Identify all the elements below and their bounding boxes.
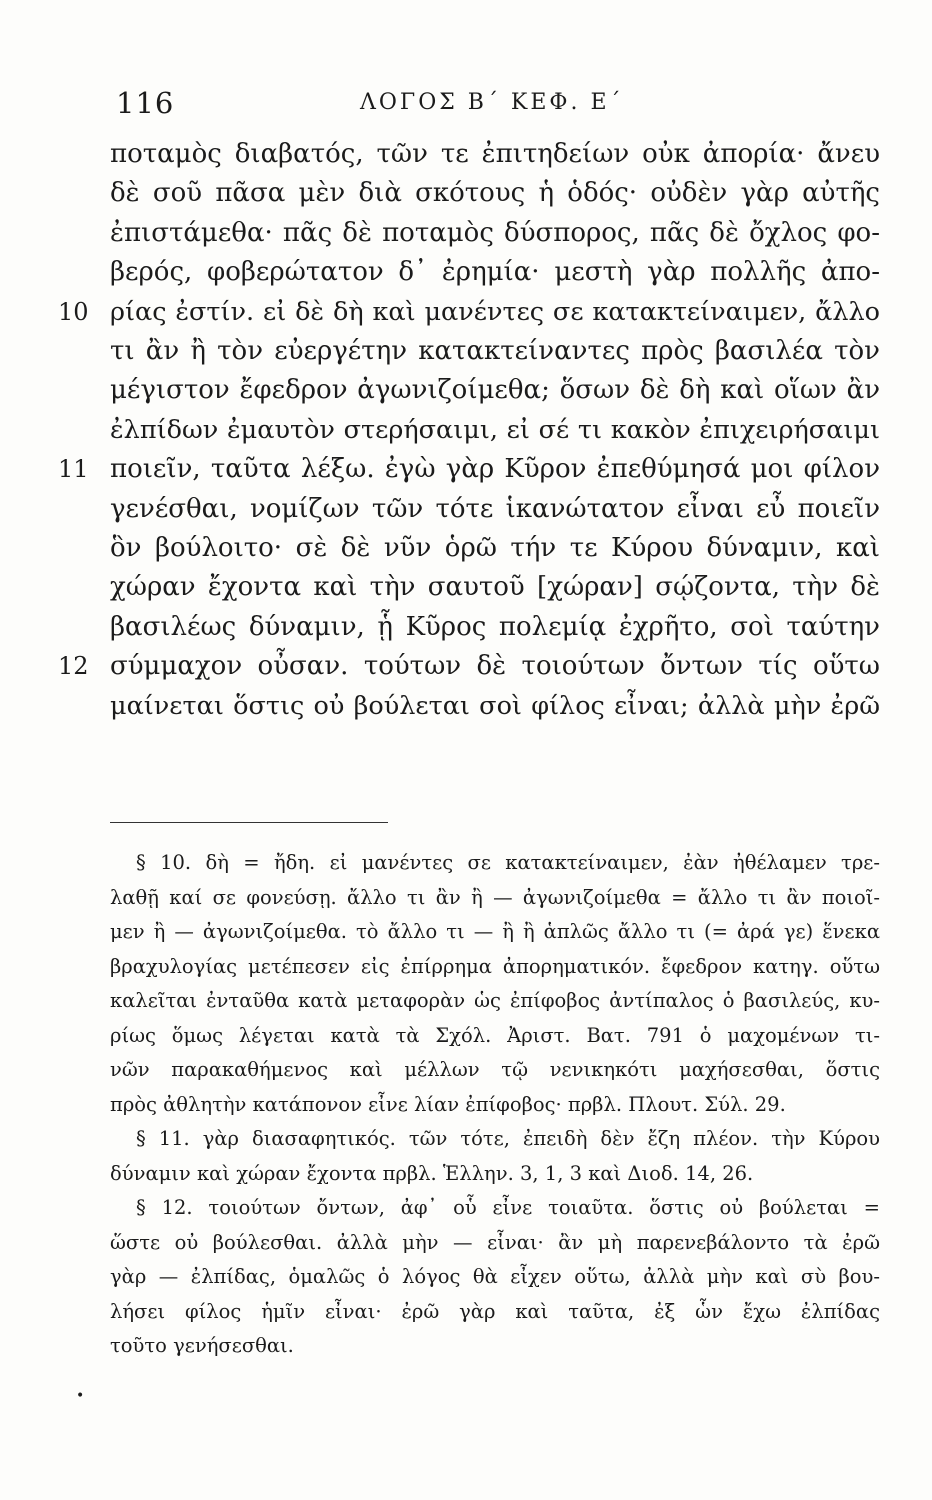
text-line: τι ἂν ἢ τὸν εὐεργέτην κατακτείναντες πρὸς βασιλέα τὸν [110, 336, 880, 366]
text-line: βερός, φοβερώτατον δ᾽ ἐρημία· μεστὴ γὰρ πολλῆς ἀπο- [110, 257, 880, 288]
text-line: γενέσθαι, νομίζων τῶν τότε ἱκανώτατον εἶναι εὖ ποιεῖν [110, 493, 880, 524]
running-title: ΛΟΓΟΣ Β΄ ΚΕΦ. Ε΄ [360, 90, 624, 115]
page-number: 116 [116, 86, 175, 120]
note-line: τοῦτο γενήσεσθαι. [110, 1334, 294, 1357]
text-line: δὲ σοῦ πᾶσα μὲν διὰ σκότους ἡ ὁδός· οὐδὲν γὰρ αὐτῆς [110, 178, 880, 209]
text-line: σύμμαχον οὖσαν. τούτων δὲ τοιούτων ὄντων τίς οὕτω [110, 651, 880, 682]
note-line: ὥστε οὐ βούλεσθαι. ἀλλὰ μὴν — εἶναι· ἂν μὴ παρενεβάλοντο τὰ ἐρῶ [110, 1230, 880, 1254]
note-line: βραχυλογίας μετέπεσεν εἰς ἐπίρρημα ἀπορηματικόν. ἔφεδρον κατηγ. οὕτω [110, 954, 880, 978]
text-line: ἐπιστάμεθα· πᾶς δὲ ποταμὸς δύσπορος, πᾶς δὲ ὄχλος φο- [110, 217, 880, 248]
note-line: § 12. τοιούτων ὄντων, ἀφ᾽ οὗ εἶνε τοιαῦτα. ὅστις οὐ βούλεται = [136, 1196, 880, 1219]
text-line: ὃν βούλοιτο· σὲ δὲ νῦν ὁρῶ τήν τε Κύρου δύναμιν, καὶ [110, 533, 880, 563]
note-line: § 10. δὴ = ἤδη. εἰ μανέντες σε κατακτείναιμεν, ἐὰν ἠθέλαμεν τρε- [136, 851, 880, 874]
text-line: ποταμὸς διαβατός, τῶν τε ἐπιτηδείων οὐκ ἀπορία· ἄνευ [110, 139, 880, 169]
section-number: 10 [58, 297, 89, 326]
note-line: δύναμιν καὶ χώραν ἔχοντα πρβλ. Ἑλλην. 3, 1, 3 καὶ Διοδ. 14, 26. [110, 1161, 754, 1185]
text-line: βασιλέως δύναμιν, ᾗ Κῦρος πολεμίᾳ ἐχρῆτο, σοὶ ταύτην [110, 611, 880, 642]
note-line: λήσει φίλος ἡμῖν εἶναι· ἐρῶ γὰρ καὶ ταῦτα, ἐξ ὧν ἔχω ἐλπίδας [110, 1299, 880, 1323]
text-line: ποιεῖν, ταῦτα λέξω. ἐγὼ γὰρ Κῦρον ἐπεθύμησά μοι φίλον [110, 454, 880, 485]
note-line: μεν ἢ — ἀγωνιζοίμεθα. τὸ ἄλλο τι — ἢ ἢ ἁπλῶς ἄλλο τι (= ἀρά γε) ἕνεκα [110, 920, 880, 943]
margin-mark: • [76, 1388, 85, 1404]
text-line: μέγιστον ἔφεδρον ἀγωνιζοίμεθα; ὅσων δὲ δὴ καὶ οἵων ἂν [110, 375, 880, 406]
page-header [110, 80, 880, 120]
footnote-divider [110, 822, 388, 823]
text-line: χώραν ἔχοντα καὶ τὴν σαυτοῦ [χώραν] σῴζοντα, τὴν δὲ [110, 572, 880, 603]
text-line: μαίνεται ὅστις οὐ βούλεται σοὶ φίλος εἶναι; ἀλλὰ μὴν ἐρῶ [110, 690, 880, 721]
note-line: γὰρ — ἐλπίδας, ὁμαλῶς ὁ λόγος θὰ εἶχεν οὕτω, ἀλλὰ μὴν καὶ σὺ βου- [110, 1265, 880, 1288]
note-line: νῶν παρακαθήμενος καὶ μέλλων τῷ νενικηκότι μαχήσεσθαι, ὅστις [110, 1058, 880, 1081]
note-line: πρὸς ἀθλητὴν κατάπονον εἶνε λίαν ἐπίφοβος· πρβλ. Πλουτ. Σύλ. 29. [110, 1092, 786, 1116]
note-line: § 11. γὰρ διασαφητικός. τῶν τότε, ἐπειδὴ δὲν ἔζη πλέον. τὴν Κύρου [136, 1127, 880, 1150]
note-line: ρίως ὅμως λέγεται κατὰ τὰ Σχόλ. Ἀριστ. Βατ. 791 ὁ μαχομένων τι- [110, 1023, 880, 1047]
section-number: 12 [58, 652, 89, 681]
text-line: ρίας ἐστίν. εἰ δὲ δὴ καὶ μανέντες σε κατακτείναιμεν, ἄλλο [110, 296, 880, 327]
note-line: καλεῖται ἐνταῦθα κατὰ μεταφορὰν ὡς ἐπίφοβος ἀντίπαλος ὁ βασιλεύς, κυ- [110, 989, 880, 1012]
section-number: 11 [58, 455, 89, 484]
note-line: λαθῇ καί σε φονεύσῃ. ἄλλο τι ἂν ἢ — ἀγωνιζοίμεθα = ἄλλο τι ἂν ποιοῖ- [110, 885, 880, 909]
text-line: ἐλπίδων ἐμαυτὸν στερήσαιμι, εἰ σέ τι κακὸν ἐπιχειρήσαιμι [110, 414, 880, 445]
